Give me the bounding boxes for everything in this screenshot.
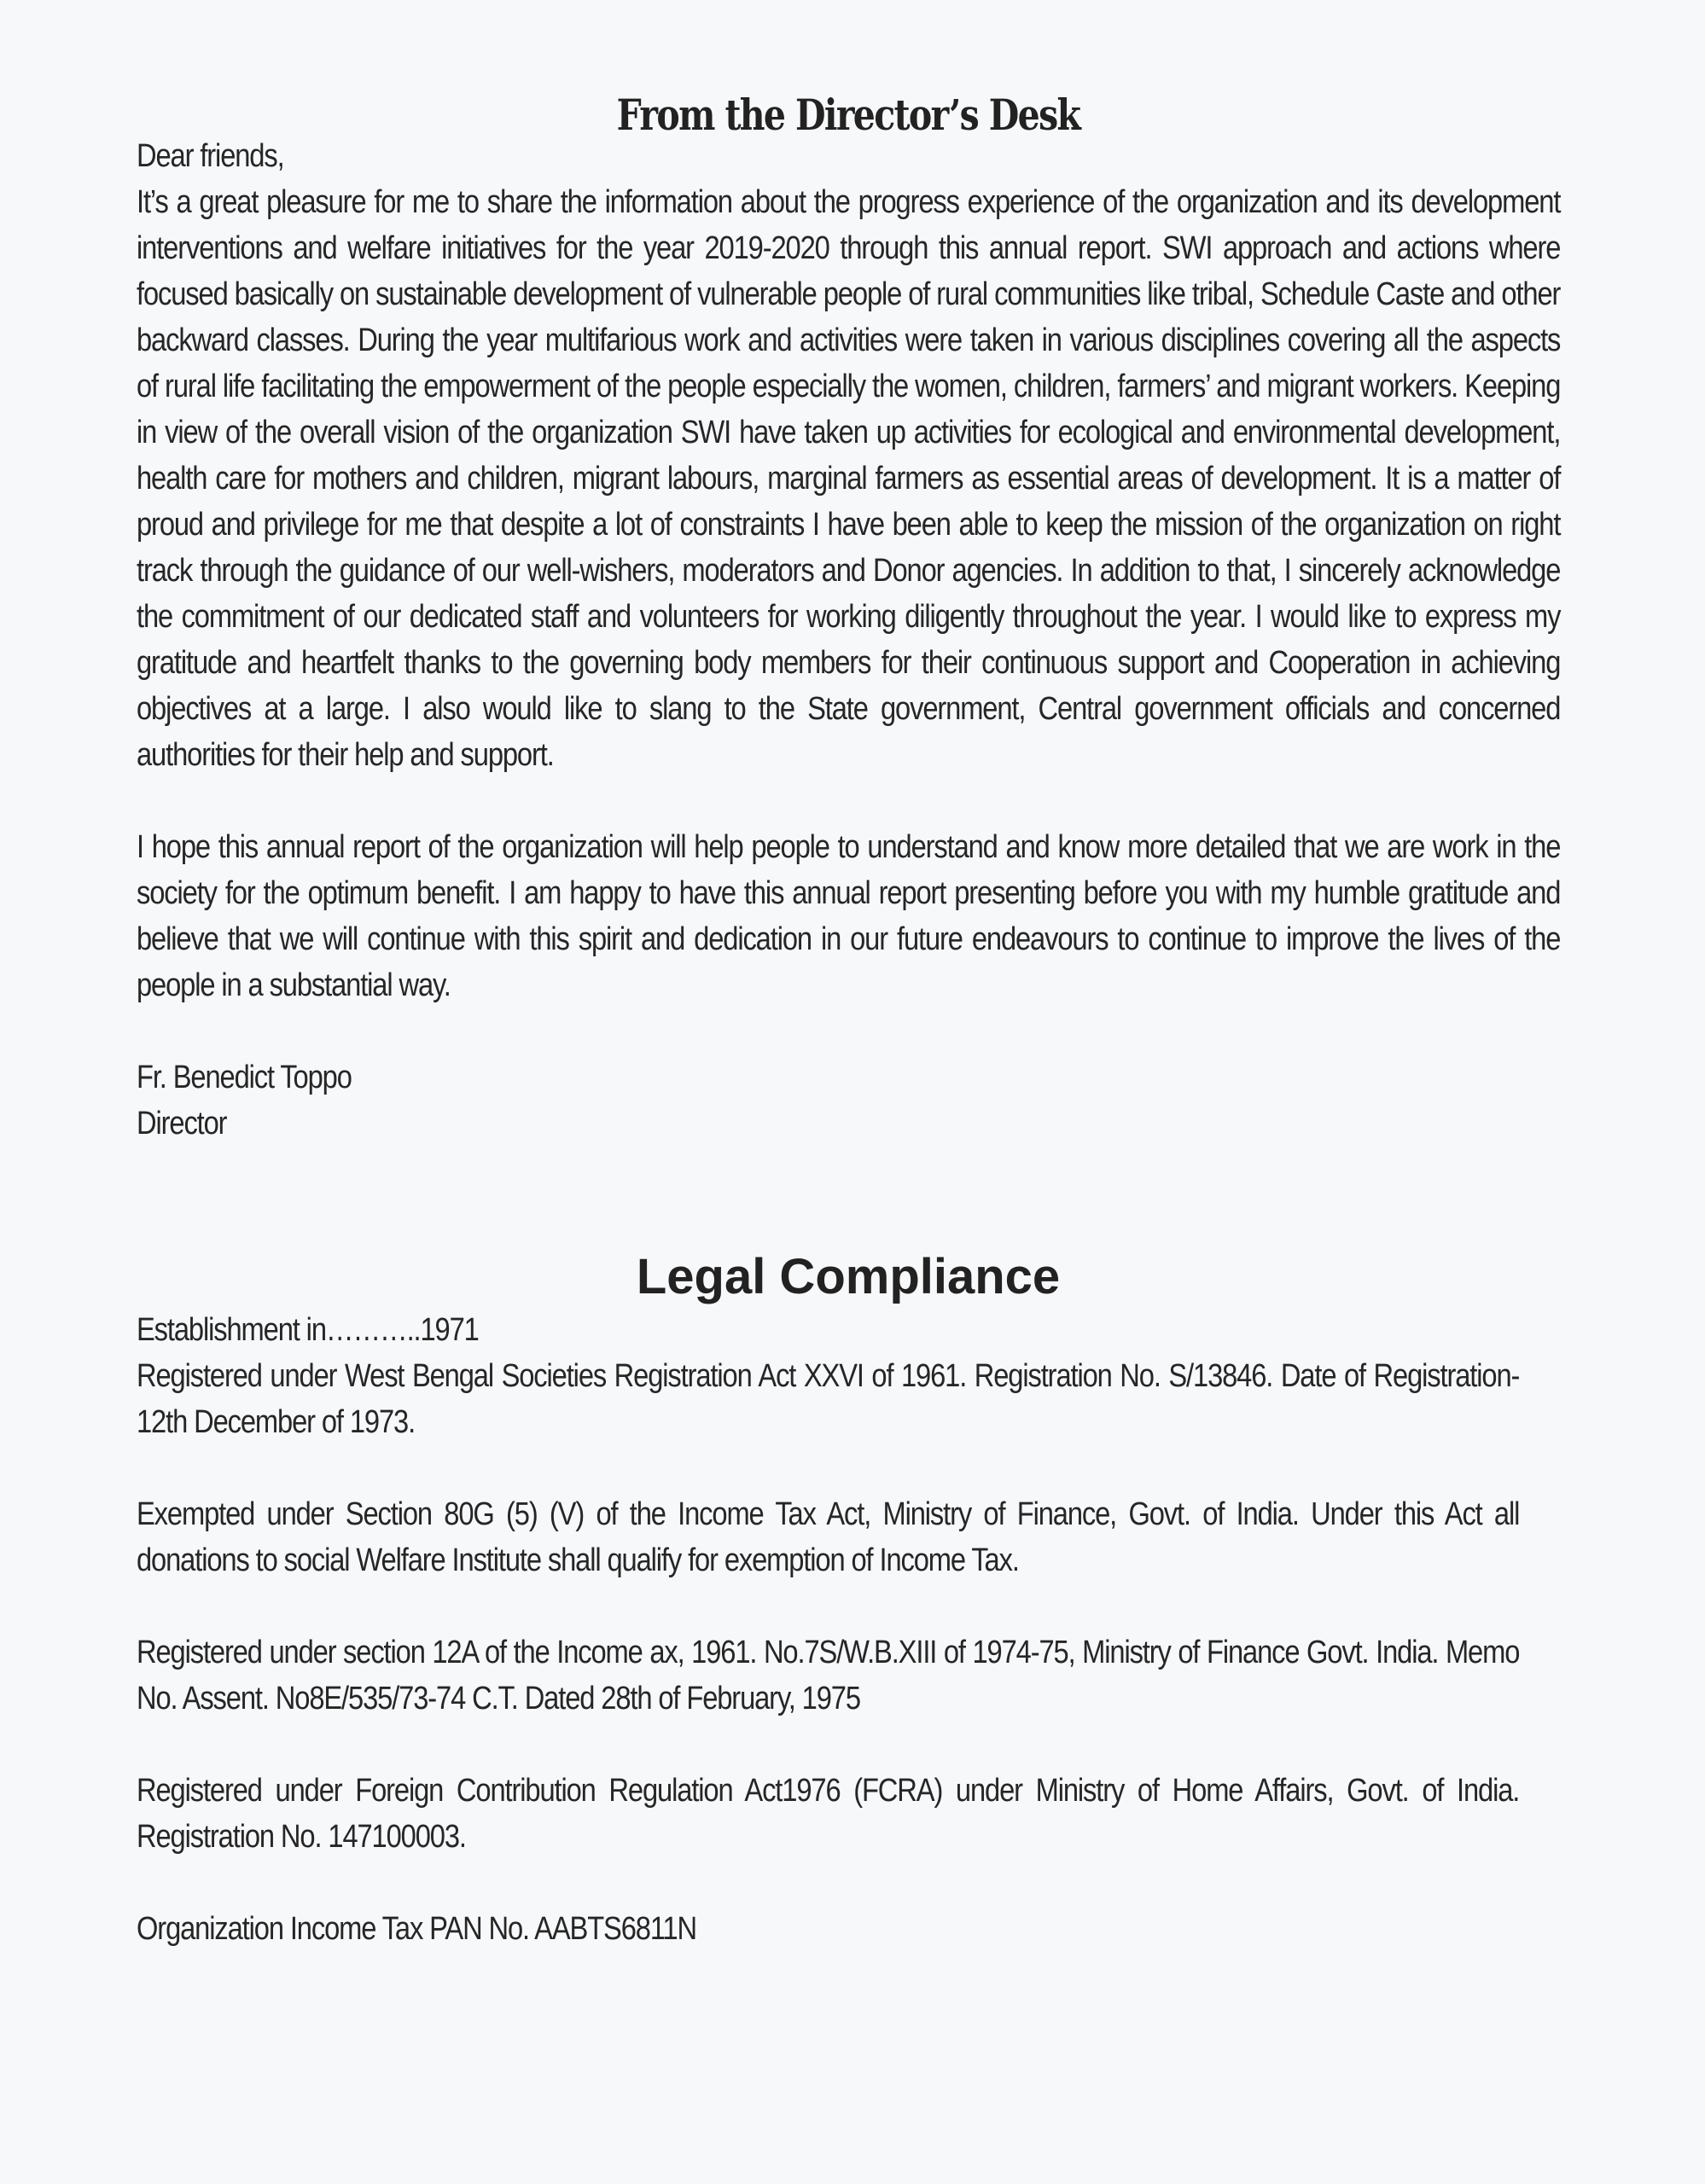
paragraph-spacer xyxy=(137,1583,1519,1629)
section-spacer xyxy=(137,1147,1560,1247)
legal-compliance-title: Legal Compliance xyxy=(636,1249,1061,1304)
paragraph-spacer xyxy=(137,778,1560,824)
greeting: Dear friends, xyxy=(137,138,284,174)
paragraph-spacer xyxy=(137,1722,1519,1768)
directors-message-paragraph-1: It’s a great pleasure for me to share the information about the progress experience of the organization and its development interventions and welfare initiatives for the year 2019-2020 through this annual report. SWI approach and actions where focused basically on sustainable development of vulnerable people of rural communities like tribal, Schedule Caste and other backward classes. During the year multifarious work and activities were taken in various disciplines covering all the aspects of rural life facilitating the empowerment of the people especially the women, children, farmers’ and migrant workers. Keeping in view of the overall vision of the organization SWI have taken up activities for ecological and environmental development, health care for mothers and children, migrant labours, marginal farmers as essential areas of development. It is a matter of proud and privilege for me that despite a lot of constraints I have been able to keep the mission of the organization on right track through the guidance of our well-wishers, moderators and Donor agencies. In addition to that, I sincerely acknowledge the commitment of our dedicated staff and volunteers for working diligently throughout the year. I would like to express my gratitude and heartfelt thanks to the governing body members for their continuous support and Cooperation in achieving objectives at a large. I also would like to slang to the State government, Central government officials and concerned authorities for their help and support. xyxy=(137,184,1561,773)
document-page xyxy=(137,85,1560,1952)
signature-name: Fr. Benedict Toppo xyxy=(137,1060,352,1095)
legal-item-12a-registration: Registered under section 12A of the Income ax, 1961. No.7S/W.B.XIII of 1974-75, Ministry of Finance Govt. India. Memo No. Assent. No8E/535/73-74 C.T. Dated 28th of February, 1975 xyxy=(137,1635,1520,1716)
legal-compliance-section xyxy=(137,1247,1519,1952)
directors-message-paragraph-2: I hope this annual report of the organization will help people to understand and know more detailed that we are work in the society for the optimum benefit. I am happy to have this annual report presenting before you with my humble gratitude and believe that we will continue with this spirit and dedication in our future endeavours to continue to improve the lives of the people in a substantial way. xyxy=(137,829,1561,1003)
directors-desk-section xyxy=(137,85,1560,1147)
paragraph-spacer xyxy=(137,1445,1519,1491)
legal-item-pan-number: Organization Income Tax PAN No. AABTS6811N xyxy=(137,1911,697,1947)
paragraph-spacer xyxy=(137,1008,1560,1054)
legal-item-societies-registration: Registered under West Bengal Societies Registration Act XXVI of 1961. Registration No. S/13846. Date of Registration- 12th December of 1973. xyxy=(137,1358,1520,1440)
legal-item-80g-exemption: Exempted under Section 80G (5) (V) of the Income Tax Act, Ministry of Finance, Govt. of India. Under this Act all donations to social Welfare Institute shall qualify for exemption of Income Tax. xyxy=(137,1496,1520,1578)
establishment-line: Establishment in………..1971 xyxy=(137,1312,479,1348)
signature-role: Director xyxy=(137,1106,227,1141)
paragraph-spacer xyxy=(137,1860,1519,1906)
legal-item-fcra-registration: Registered under Foreign Contribution Regulation Act1976 (FCRA) under Ministry of Home Affairs, Govt. of India. Registration No. 147100003. xyxy=(137,1773,1520,1855)
directors-desk-title: From the Director’s Desk xyxy=(616,90,1080,140)
